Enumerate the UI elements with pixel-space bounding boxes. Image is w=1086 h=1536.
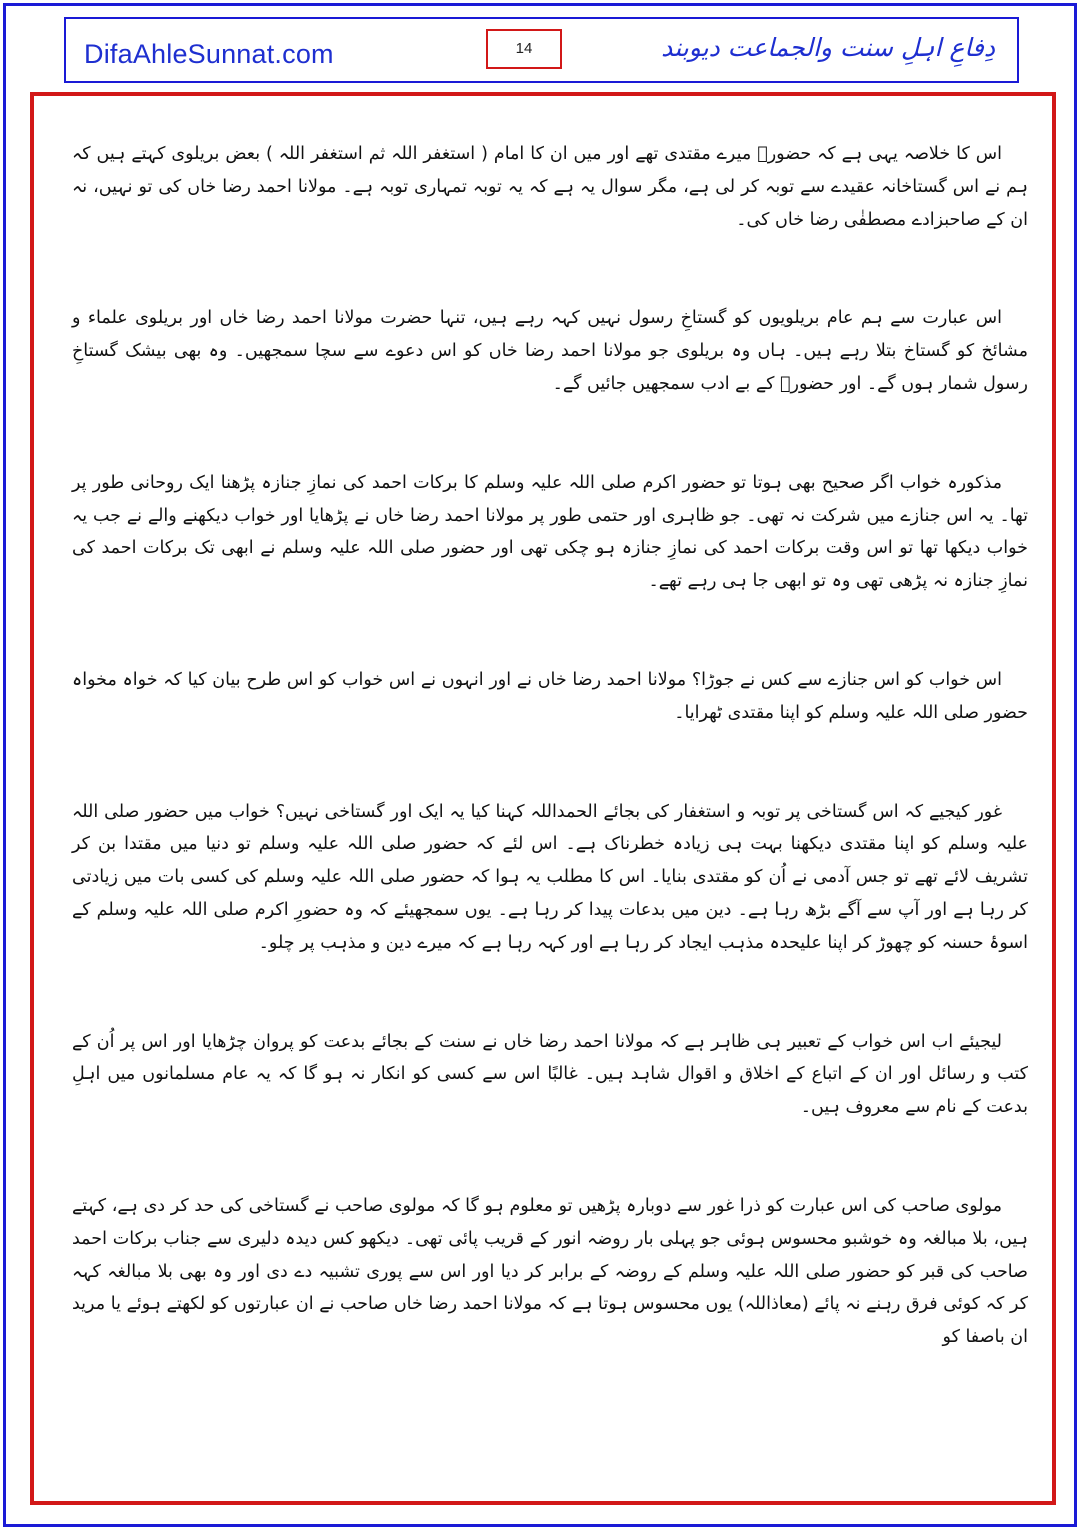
page-header [64,17,1019,83]
paragraph-3: مذکورہ خواب اگر صحیح بھی ہوتا تو حضور اکرم صلی اللہ علیہ وسلم کا برکات احمد کی نمازِ جنازہ پڑھنا ایک روحانی طور پر تھا۔ یہ اس جنازے میں شرکت نہ تھی۔ جو ظاہری اور حتمی طور پر مولانا احمد رضا خاں نے پڑھایا اور خواب دیکھنے والے نے جب یہ خواب دیکھا تھا تو اس وقت برکات احمد کی نمازِ جنازہ ہو چکی تھی اور حضور صلی اللہ علیہ وسلم نے ابھی تک برکات احمد کی نمازِ جنازہ نہ پڑھی تھی وہ تو ابھی جا ہی رہے تھے۔ [72,472,1028,592]
paragraph-1: اس کا خلاصہ یہی ہے کہ حضورؐ میرے مقتدی تھے اور میں ان کا امام ( استغفر اللہ ثم استغفر اللہ ) بعض بریلوی کہتے ہیں کہ ہم نے اس گستاخانہ عقیدے سے توبہ کر لی ہے، مگر سوال یہ ہے کہ یہ توبہ تمہاری توبہ ہے۔ مولانا احمد رضا خاں کی تو نہیں، نہ ان کے صاحبزادے مصطفٰی رضا خاں کی۔ [72,144,1028,230]
paragraph-6: لیجیئے اب اس خواب کے تعبیر ہی ظاہر ہے کہ مولانا احمد رضا خاں نے سنت کے بجائے بدعت کو پروان چڑھایا اور اس پر اُن کے کتب و رسائل اور ان کے اتباع کے اخلاق و اقوال شاہد ہیں۔ غالبًا اس سے کسی کو انکار نہ ہو گا کہ یہ عام مسلمانوں میں اہلِ بدعت کے نام سے معروف ہیں۔ [72,1031,1028,1118]
paragraph-4: اس خواب کو اس جنازے سے کس نے جوڑا؟ مولانا احمد رضا خاں نے اور انہوں نے اس خواب کو اس طرح بیان کیا کہ خواہ مخواہ حضور صلی اللہ علیہ وسلم کو اپنا مقتدی ٹھرایا۔ [72,669,1028,723]
site-url[interactable]: DifaAhleSunnat.com [84,39,334,69]
paragraph-2: اس عبارت سے ہم عام بریلویوں کو گستاخِ رسول نہیں کہہ رہے ہیں، تنہا حضرت مولانا احمد رضا خاں اور بریلوی علماء و مشائخ کو گستاخ بتلا رہے ہیں۔ ہاں وہ بریلوی جو مولانا احمد رضا خاں کو اس دعوے سے سچا سمجھیں۔ وہ بھی بیشک گستاخِ رسول شمار ہوں گے۔ اور حضورؐ کے بے ادب سمجھیں جائیں گے۔ [72,308,1028,394]
page-number: 14 [486,29,562,69]
header-title: دِفاعِ اہلِ سنت والجماعت دیوبند [661,33,995,62]
page-body [72,138,1028,1420]
paragraph-7: مولوی صاحب کی اس عبارت کو ذرا غور سے دوبارہ پڑھیں تو معلوم ہو گا کہ مولوی صاحب نے گستاخی کی حد کر دی ہے، کہتے ہیں، بلا مبالغہ وہ خوشبو محسوس ہوئی جو پہلی بار روضہ انور کے قریب پائی تھی۔ دیکھو کس دیدہ دلیری سے جناب برکات احمد صاحب کی قبر کو حضور صلی اللہ علیہ وسلم کے روضہ کے برابر کر دیا اور اس سے پوری تشبیہ دے دی اور وہ بھی بلا مبالغہ کہہ کر کہ کوئی فرق رہنے نہ پائے (معاذاللہ) یوں محسوس ہوتا ہے کہ مولانا احمد رضا خاں صاحب نے ان عبارتوں کو لکھتے ہوئے یا مرید ان باصفا کو [72,1195,1028,1348]
paragraph-5: غور کیجیے کہ اس گستاخی پر توبہ و استغفار کی بجائے الحمداللہ کہنا کیا یہ ایک اور گستاخی نہیں؟ خواب میں حضور صلی اللہ علیہ وسلم کو اپنا مقتدی دیکھنا بہت ہی زیادہ خطرناک ہے۔ اس لئے کہ حضور صلی اللہ علیہ وسلم تو دنیا میں مقتدا بن کر تشریف لائے تھے تو جس آدمی نے اُن کو مقتدی بنایا۔ اس کا مطلب یہ ہوا کہ حضور صلی اللہ علیہ وسلم کی کسی بات میں زیادتی کر رہا ہے اور آپ سے آگے بڑھ رہا ہے۔ دین میں بدعات پیدا کر رہا ہے۔ یوں سمجھیئے کہ وہ حضورِ اکرم صلی اللہ علیہ وسلم کے اسوۂ حسنہ کو چھوڑ کر اپنا علیحدہ مذہب ایجاد کر رہا ہے اور کہہ رہا ہے کہ میرے دین و مذہب پر چلو۔ [72,801,1028,953]
